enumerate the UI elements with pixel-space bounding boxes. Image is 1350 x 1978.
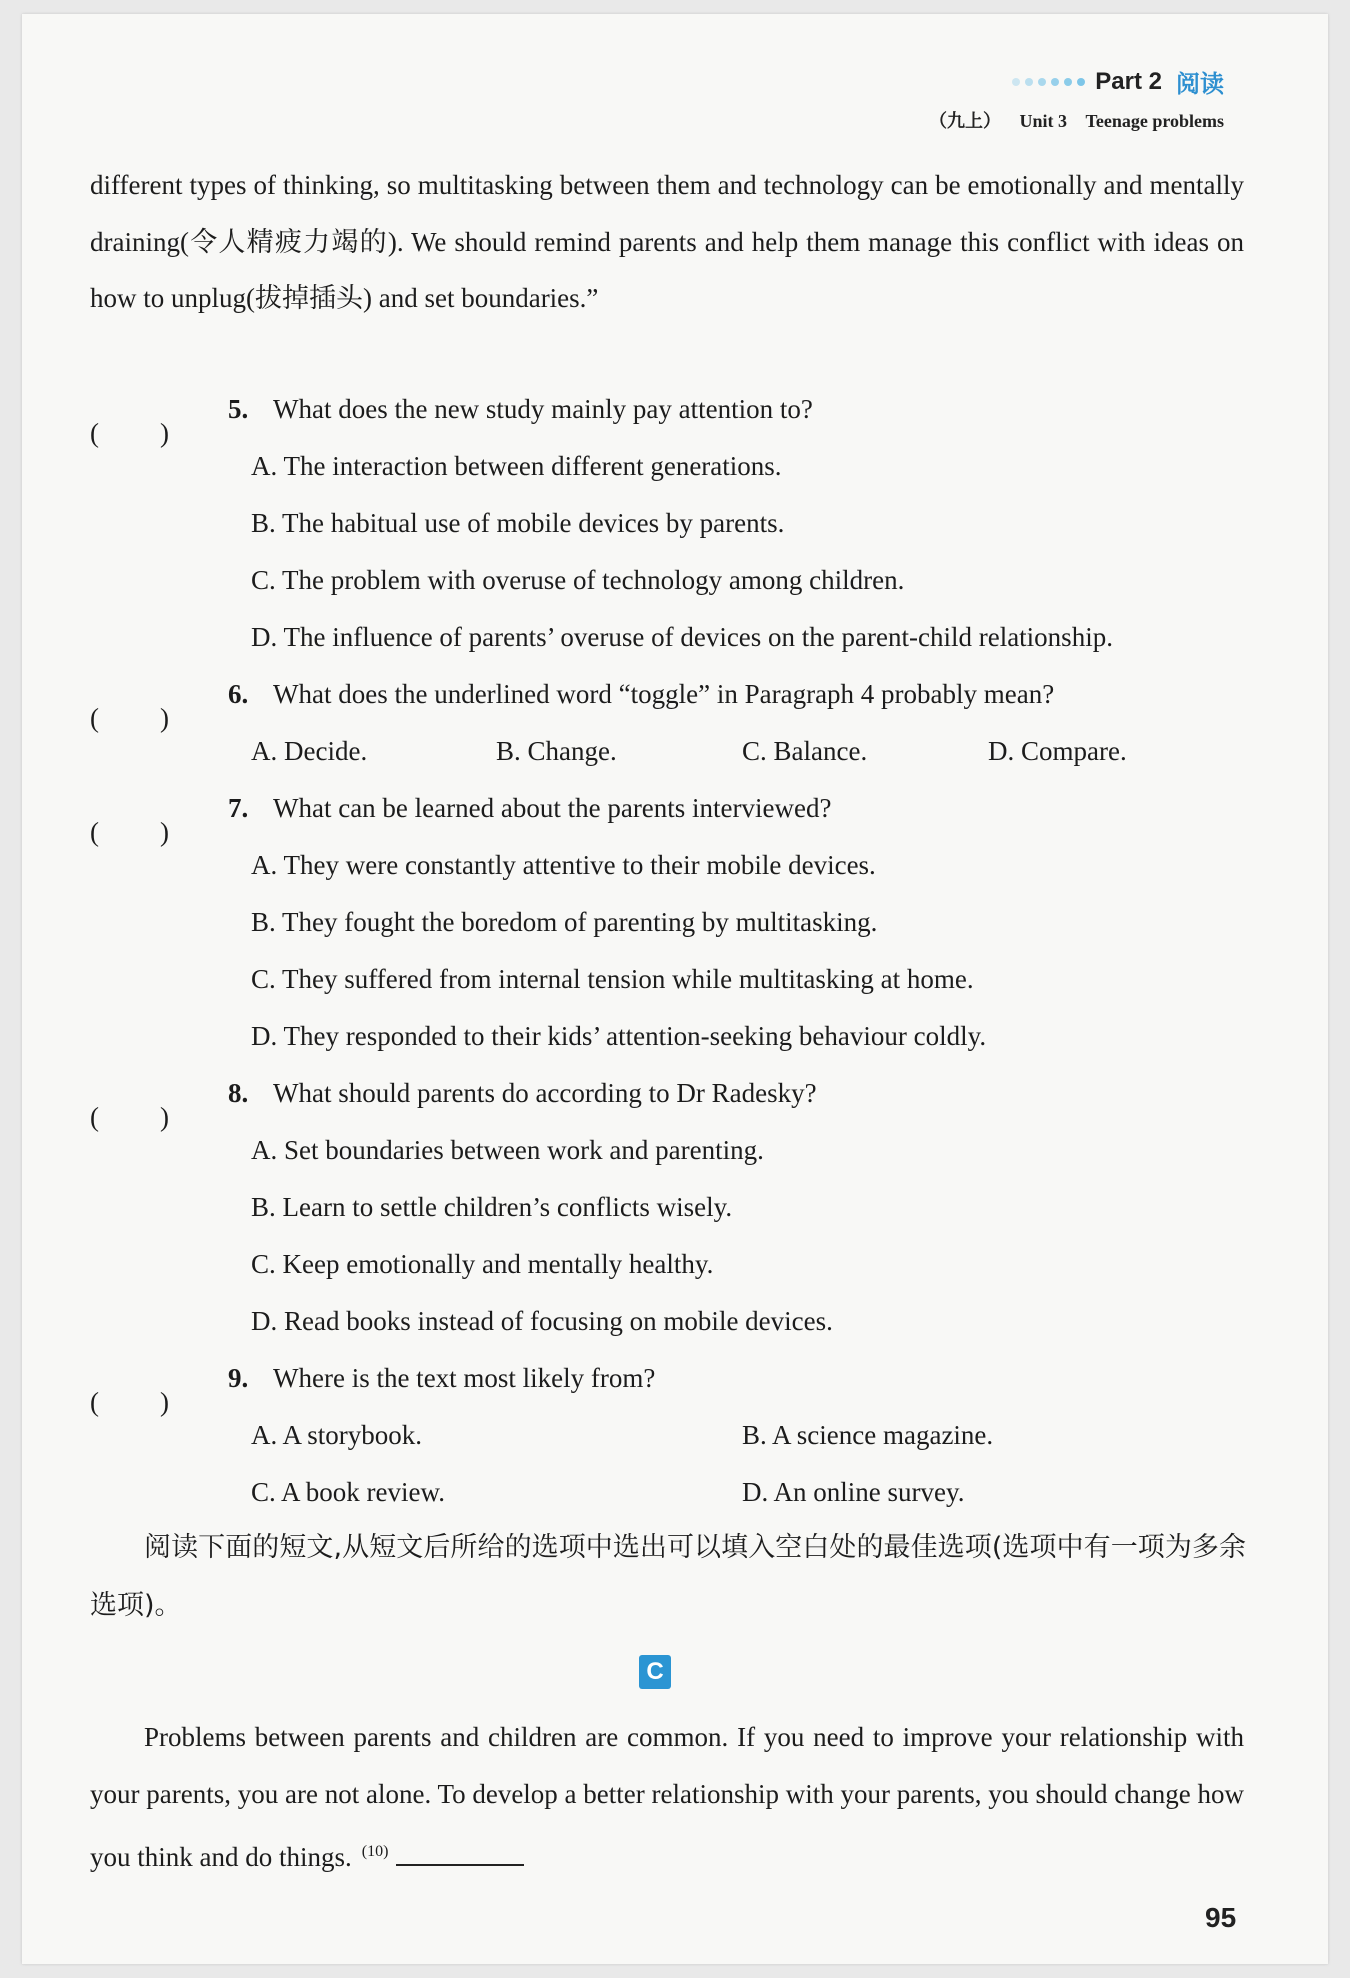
part-label: Part 2 <box>1095 67 1162 95</box>
question-5 <box>90 394 813 448</box>
option-9b: B. A science magazine. <box>742 1420 994 1450</box>
option-5d: D. The influence of parents’ overuse of devices on the parent-child relationship. <box>251 622 1113 652</box>
option-9c: C. A book review. <box>251 1477 445 1507</box>
option-6b: B. Change. <box>496 736 617 766</box>
answer-paren-close: ) <box>160 1387 169 1417</box>
question-number: 6. <box>228 679 249 709</box>
section-label: 阅读 <box>1176 70 1224 98</box>
question-7 <box>90 793 832 847</box>
question-number: 7. <box>228 793 249 823</box>
question-9 <box>90 1363 656 1417</box>
passage-c <box>90 1709 1244 1886</box>
answer-paren-open: ( <box>90 1102 99 1132</box>
section-c-badge: C <box>639 1655 671 1689</box>
question-number: 8. <box>228 1078 249 1108</box>
textbook-page <box>22 14 1328 1964</box>
passage-text: different types of thinking, so multitasking between them and technology can be emotionally and mentally draining(令人精疲力竭的). We should remind parents and help them manage this conflict with ideas on how to unplug(拔掉插头) and set boundaries.” <box>90 170 1244 313</box>
answer-paren-close: ) <box>160 703 169 733</box>
question-8 <box>90 1078 817 1132</box>
option-7c: C. They suffered from internal tension while multitasking at home. <box>251 964 974 994</box>
answer-paren-open: ( <box>90 817 99 847</box>
answer-paren-open: ( <box>90 703 99 733</box>
decorative-dots <box>1012 78 1085 86</box>
question-number: 5. <box>228 394 249 424</box>
option-5c: C. The problem with overuse of technology among children. <box>251 565 905 595</box>
option-7b: B. They fought the boredom of parenting by multitasking. <box>251 907 878 937</box>
option-6d: D. Compare. <box>988 736 1127 766</box>
option-7a: A. They were constantly attentive to their mobile devices. <box>251 850 876 880</box>
question-text: What can be learned about the parents interviewed? <box>273 793 832 823</box>
option-9a: A. A storybook. <box>251 1420 423 1450</box>
question-number: 9. <box>228 1363 249 1393</box>
page-header <box>915 64 1224 133</box>
option-8c: C. Keep emotionally and mentally healthy. <box>251 1249 714 1279</box>
question-6 <box>90 679 1055 733</box>
option-8d: D. Read books instead of focusing on mobile devices. <box>251 1306 833 1336</box>
option-6c: C. Balance. <box>742 736 868 766</box>
unit-title: Teenage problems <box>1085 111 1224 131</box>
option-8a: A. Set boundaries between work and parenting. <box>251 1135 764 1165</box>
answer-paren-close: ) <box>160 1102 169 1132</box>
question-text: What should parents do according to Dr Radesky? <box>273 1078 817 1108</box>
option-7d: D. They responded to their kids’ attention-seeking behaviour coldly. <box>251 1021 987 1051</box>
grade-label: （九上） <box>928 111 1001 131</box>
option-9d: D. An online survey. <box>742 1477 965 1507</box>
answer-paren-open: ( <box>90 1387 99 1417</box>
page-number: 95 <box>1205 1902 1237 1933</box>
option-5a: A. The interaction between different generations. <box>251 451 782 481</box>
question-text: What does the underlined word “toggle” in Paragraph 4 probably mean? <box>273 679 1055 709</box>
question-text: Where is the text most likely from? <box>273 1363 656 1393</box>
answer-paren-close: ) <box>160 817 169 847</box>
answer-paren-open: ( <box>90 418 99 448</box>
passage-c-text: Problems between parents and children are common. If you need to improve your relationship with your parents, you are not alone. To develop a better relationship with your parents, you should change how you think and do things. <box>90 1722 1244 1872</box>
instruction-text: 阅读下面的短文,从短文后所给的选项中选出可以填入空白处的最佳选项(选项中有一项为多余选项)。 <box>90 1532 1246 1621</box>
option-5b: B. The habitual use of mobile devices by parents. <box>251 508 785 538</box>
answer-paren-close: ) <box>160 418 169 448</box>
question-text: What does the new study mainly pay attention to? <box>273 394 813 424</box>
option-8b: B. Learn to settle children’s conflicts wisely. <box>251 1192 733 1222</box>
blank-number: (10) <box>361 1843 389 1860</box>
unit-label: Unit 3 <box>1019 111 1067 131</box>
option-6a: A. Decide. <box>251 736 368 766</box>
answer-blank-10[interactable] <box>396 1842 524 1866</box>
